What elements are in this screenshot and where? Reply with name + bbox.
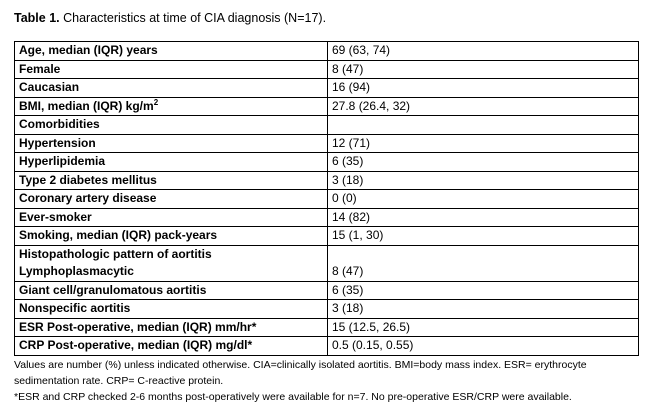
row-value-diabetes: 3 (18) — [328, 171, 639, 190]
row-value-hypertension: 12 (71) — [328, 134, 639, 153]
table-row — [15, 79, 639, 98]
row-label-hyperlipidemia: Hyperlipidemia — [15, 153, 328, 172]
table-row — [15, 245, 639, 263]
table-row — [15, 97, 639, 116]
row-label-histopathology: Histopathologic pattern of aortitis — [15, 245, 328, 263]
row-value-hyperlipidemia: 6 (35) — [328, 153, 639, 172]
row-value-comorbidities — [328, 116, 639, 135]
row-value-pack-years: 15 (1, 30) — [328, 227, 639, 246]
table-row — [15, 300, 639, 319]
footnote-line-1: Values are number (%) unless indicated otherwise. CIA=clinically isolated aortitis. BMI=body mass index. ESR= erythrocyte — [14, 359, 587, 371]
row-value-bmi: 27.8 (26.4, 32) — [328, 97, 639, 116]
table-caption-text: Characteristics at time of CIA diagnosis (N=17). — [59, 11, 327, 25]
row-label-bmi-text: BMI, median (IQR) kg/m — [19, 98, 154, 113]
table-row — [15, 208, 639, 227]
table-row — [15, 190, 639, 209]
row-label-diabetes: Type 2 diabetes mellitus — [15, 171, 328, 190]
characteristics-table — [14, 41, 639, 356]
row-label-comorbidities: Comorbidities — [15, 116, 328, 135]
row-label-female: Female — [15, 60, 328, 79]
row-value-caucasian: 16 (94) — [328, 79, 639, 98]
row-label-cad: Coronary artery disease — [15, 190, 328, 209]
row-value-age: 69 (63, 74) — [328, 42, 639, 61]
table-row — [15, 116, 639, 135]
table-row — [15, 153, 639, 172]
row-value-ever-smoker: 14 (82) — [328, 208, 639, 227]
row-value-female: 8 (47) — [328, 60, 639, 79]
table-footnotes — [14, 357, 644, 405]
row-value-cad: 0 (0) — [328, 190, 639, 209]
row-label-ever-smoker: Ever-smoker — [15, 208, 328, 227]
row-label-bmi — [15, 97, 328, 116]
row-value-esr: 15 (12.5, 26.5) — [328, 318, 639, 337]
row-label-caucasian: Caucasian — [15, 79, 328, 98]
table-row — [15, 171, 639, 190]
row-label-hypertension: Hypertension — [15, 134, 328, 153]
row-label-giant-cell: Giant cell/granulomatous aortitis — [15, 281, 328, 300]
row-label-nonspecific: Nonspecific aortitis — [15, 300, 328, 319]
row-value-histopathology — [328, 245, 639, 263]
table-row — [15, 227, 639, 246]
table-row — [15, 281, 639, 300]
row-value-giant-cell: 6 (35) — [328, 281, 639, 300]
footnote-line-2: sedimentation rate. CRP= C-reactive protein. — [14, 375, 224, 387]
row-label-crp: CRP Post-operative, median (IQR) mg/dl* — [15, 337, 328, 356]
table-caption-label: Table 1. — [14, 11, 60, 25]
row-label-bmi-sup: 2 — [153, 97, 159, 107]
table-row — [15, 134, 639, 153]
table-row — [15, 60, 639, 79]
footnote-line-3: *ESR and CRP checked 2-6 months post-operatively were available for n=7. No pre-operative ESR/CRP were available. — [14, 391, 572, 403]
row-value-nonspecific: 3 (18) — [328, 300, 639, 319]
table-row — [15, 318, 639, 337]
row-label-age: Age, median (IQR) years — [15, 42, 328, 61]
row-label-pack-years: Smoking, median (IQR) pack-years — [15, 227, 328, 246]
table-row — [15, 42, 639, 61]
table-row — [15, 263, 639, 281]
row-label-esr: ESR Post-operative, median (IQR) mm/hr* — [15, 318, 328, 337]
table-row — [15, 337, 639, 356]
table-caption — [14, 10, 326, 26]
row-label-lymphoplasmacytic: Lymphoplasmacytic — [15, 263, 328, 281]
row-value-crp: 0.5 (0.15, 0.55) — [328, 337, 639, 356]
row-value-lymphoplasmacytic: 8 (47) — [328, 263, 639, 281]
